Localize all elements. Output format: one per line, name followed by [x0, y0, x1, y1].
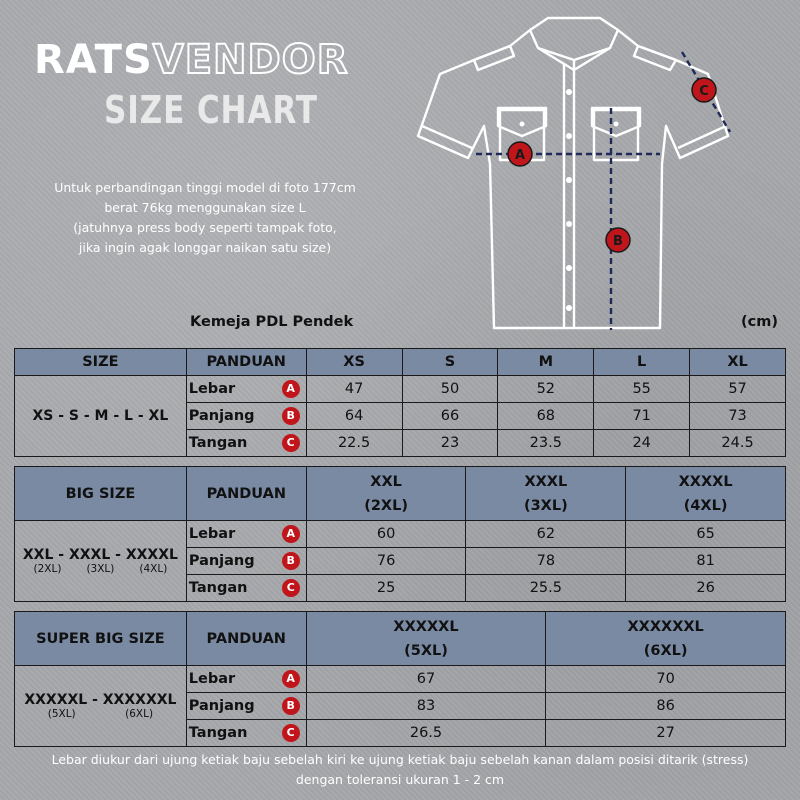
table-cell: 57 [690, 376, 786, 403]
size-name: XXXL [524, 473, 568, 490]
badge-b: B [282, 407, 300, 425]
table-cell: 83 [306, 693, 546, 720]
size-alt: (5XL) [47, 708, 76, 720]
guide-label: Panjang [188, 408, 255, 424]
badge-a: A [282, 670, 300, 688]
shirt-diagram [410, 8, 750, 338]
note-line: (jatuhnya press body seperti tampak foto, [73, 220, 337, 235]
size-range [15, 521, 187, 602]
size-name: XXXXL [678, 473, 733, 490]
size-alt: (2XL) [364, 497, 408, 514]
table-cell: 24.5 [690, 430, 786, 457]
guide-cell [186, 666, 306, 693]
badge-c: C [282, 724, 300, 742]
table-cell: 78 [466, 548, 626, 575]
size-name: XXXXXXL [627, 618, 704, 635]
guide-cell [186, 430, 306, 457]
guide-label: Tangan [188, 435, 248, 451]
size-range-text: XS - S - M - L - XL [32, 408, 169, 424]
table-cell: 26 [626, 575, 786, 602]
footer-line: Lebar diukur dari ujung ketiak baju sebelah kiri ke ujung ketiak baju sebelah kanan dalam posisi ditarik (stress) [51, 752, 749, 767]
guide-cell [186, 693, 306, 720]
size-alt: (2XL) [33, 563, 62, 575]
unit-label: (cm) [741, 314, 778, 330]
size-alt: (4XL) [139, 563, 168, 575]
table-cell: 23.5 [498, 430, 594, 457]
guide-cell [186, 376, 306, 403]
size-col-header [306, 612, 546, 666]
badge-c: C [282, 579, 300, 597]
table-cell: 68 [498, 403, 594, 430]
table-cell: 66 [402, 403, 498, 430]
brand-logo [34, 37, 349, 83]
table-cell: 76 [306, 548, 466, 575]
note-line: Untuk perbandingan tinggi model di foto 177cm [54, 180, 356, 195]
marker-b [606, 228, 630, 252]
size-col-header [466, 467, 626, 521]
size-col-header: XL [690, 349, 786, 376]
note-line: jika ingin agak longgar naikan satu size) [78, 240, 332, 255]
size-name: XXL [370, 473, 402, 490]
table-cell: 50 [402, 376, 498, 403]
size-alt: (3XL) [523, 497, 568, 514]
badge-c: C [282, 434, 300, 452]
table-cell: 81 [626, 548, 786, 575]
svg-text:C: C [699, 84, 709, 99]
marker-a [508, 142, 532, 166]
table-cell: 25 [306, 575, 466, 602]
table-cell: 27 [546, 720, 786, 747]
page-title: SIZE CHART [104, 88, 318, 132]
size-range [15, 376, 187, 457]
guide-cell [186, 575, 306, 602]
svg-text:B: B [613, 234, 623, 249]
table-cell: 23 [402, 430, 498, 457]
badge-b: B [282, 552, 300, 570]
guide-cell [186, 720, 306, 747]
left-epaulette [474, 46, 514, 70]
table-cell: 26.5 [306, 720, 546, 747]
marker-c [692, 78, 716, 102]
right-epaulette [634, 46, 676, 70]
size-col-header: XS [306, 349, 402, 376]
size-table-super-big [14, 611, 786, 747]
size-col-header: L [594, 349, 690, 376]
table-cell: 47 [306, 376, 402, 403]
size-header: SUPER BIG SIZE [15, 612, 187, 666]
badge-a: A [282, 380, 300, 398]
size-header: BIG SIZE [15, 467, 187, 521]
footer-line: dengan toleransi ukuran 1 - 2 cm [295, 772, 505, 787]
size-header: SIZE [15, 349, 187, 376]
size-alt: (4XL) [683, 497, 728, 514]
size-alt: (3XL) [86, 563, 115, 575]
brand-part1: RATS [34, 37, 153, 83]
size-range-alt [15, 708, 186, 720]
size-table-big [14, 466, 786, 602]
size-col-header [546, 612, 786, 666]
size-col-header: S [402, 349, 498, 376]
svg-text:A: A [514, 148, 526, 163]
guide-cell [186, 521, 306, 548]
guide-header: PANDUAN [186, 612, 306, 666]
note-line: berat 76kg menggunakan size L [104, 200, 306, 215]
table-cell: 52 [498, 376, 594, 403]
table-cell: 24 [594, 430, 690, 457]
table-cell: 25.5 [466, 575, 626, 602]
table-cell: 22.5 [306, 430, 402, 457]
brand-part2: VENDOR [152, 37, 349, 83]
table-cell: 64 [306, 403, 402, 430]
table-cell: 71 [594, 403, 690, 430]
guide-label: Lebar [188, 526, 236, 542]
model-note [20, 178, 390, 258]
footer-note [0, 750, 800, 790]
table-cell: 73 [690, 403, 786, 430]
guide-label: Lebar [188, 381, 236, 397]
guide-label: Panjang [188, 698, 255, 714]
size-alt: (6XL) [643, 642, 688, 659]
guide-header: PANDUAN [186, 467, 306, 521]
guide-label: Panjang [188, 553, 255, 569]
guide-header: PANDUAN [186, 349, 306, 376]
guide-label: Tangan [188, 580, 248, 596]
size-alt: (5XL) [404, 642, 448, 659]
size-range-alt [15, 563, 186, 575]
size-range-text: XXL - XXXL - XXXXL [22, 547, 178, 563]
table-cell: 65 [626, 521, 786, 548]
size-alt: (6XL) [125, 708, 154, 720]
size-name: XXXXXL [393, 618, 459, 635]
badge-a: A [282, 525, 300, 543]
size-table-regular [14, 348, 786, 457]
shirt-collar [530, 18, 618, 60]
guide-cell [186, 403, 306, 430]
guide-label: Tangan [188, 725, 248, 741]
size-col-header [306, 467, 466, 521]
badge-b: B [282, 697, 300, 715]
table-cell: 62 [466, 521, 626, 548]
size-col-header: M [498, 349, 594, 376]
product-title: Kemeja PDL Pendek [190, 314, 354, 330]
guide-cell [186, 548, 306, 575]
table-cell: 70 [546, 666, 786, 693]
size-col-header [626, 467, 786, 521]
size-range [15, 666, 187, 747]
size-range-text: XXXXXL - XXXXXXL [24, 692, 177, 708]
table-cell: 86 [546, 693, 786, 720]
guide-label: Lebar [188, 671, 236, 687]
table-cell: 67 [306, 666, 546, 693]
table-cell: 60 [306, 521, 466, 548]
table-cell: 55 [594, 376, 690, 403]
